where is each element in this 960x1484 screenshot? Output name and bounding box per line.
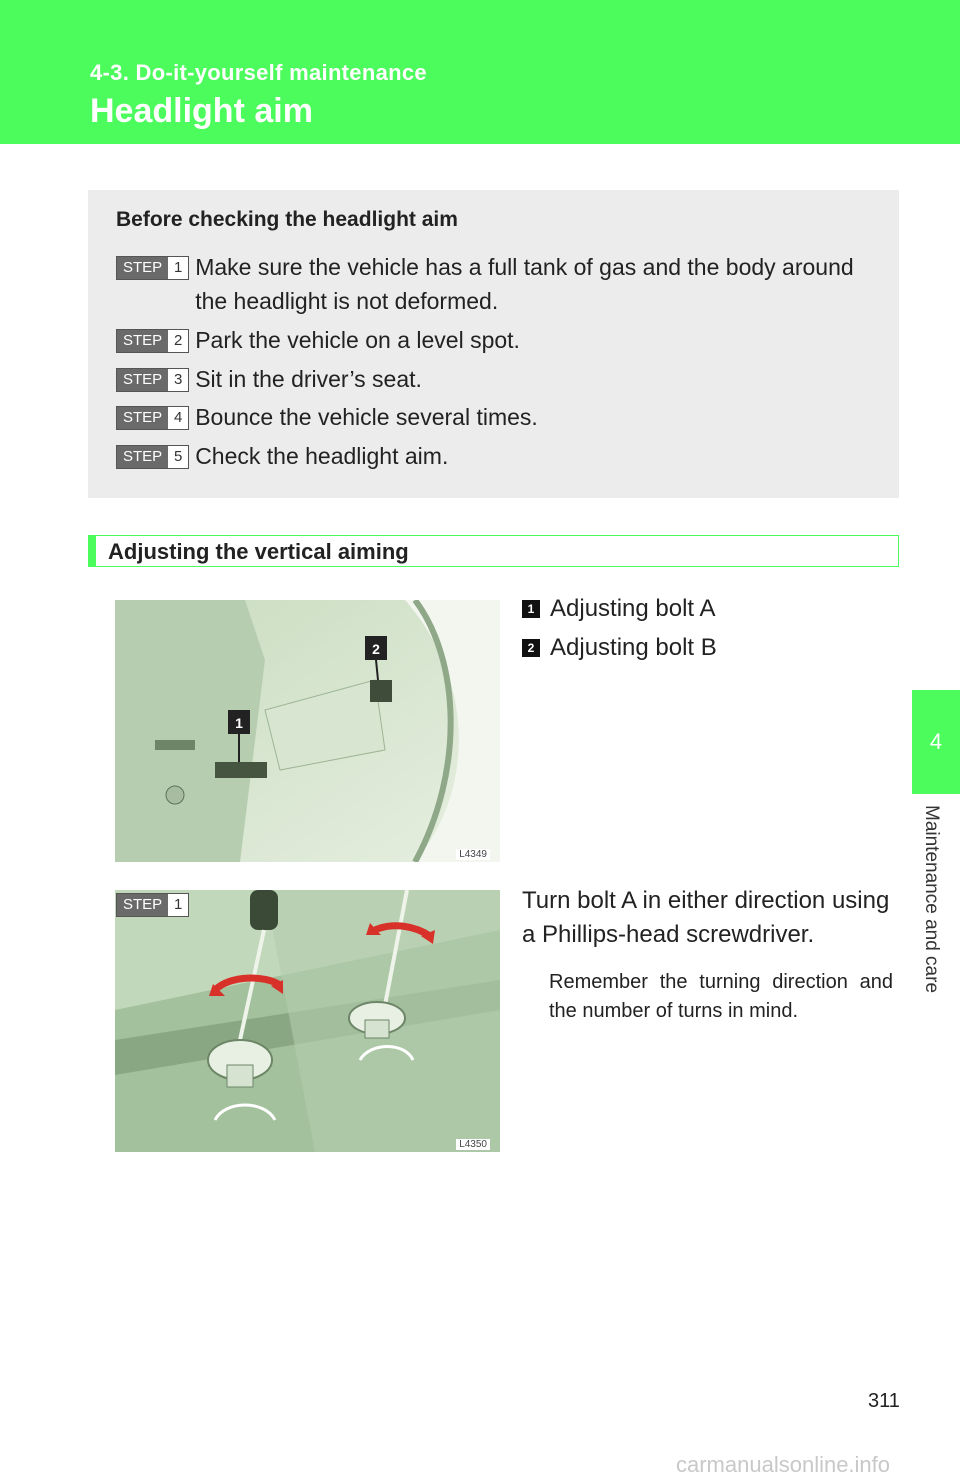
page-number: 311 [868,1390,900,1412]
step-text: Sit in the driver’s seat. [195,366,422,392]
step-text: Park the vehicle on a level spot. [195,327,520,353]
screwdriver-illustration [115,890,500,1152]
step-badge: STEP 1 [116,893,189,917]
callout-label: Adjusting bolt A [550,595,716,622]
section-heading: Adjusting the vertical aiming [88,535,899,567]
headlight-illustration [115,600,500,862]
callout-number: 1 [522,600,540,618]
callout-legend-item [522,595,715,623]
step-badge: STEP 4 [116,406,189,430]
figure-code: L4349 [456,849,490,860]
instruction-text: Turn bolt A in either direction using a Phillips-head screwdriver. [522,887,890,948]
step-text: Check the headlight aim. [195,443,449,469]
adjust-step [116,887,195,917]
step-badge: STEP 1 [116,256,189,280]
prep-step [116,250,889,318]
step-text: Make sure the vehicle has a full tank of gas and the body around the headlight is not deformed. [195,254,854,314]
page-title: Headlight aim [90,92,313,130]
prep-step [116,439,889,473]
step-badge: STEP 5 [116,445,189,469]
callout-number: 2 [522,639,540,657]
prep-step [116,400,889,434]
svg-text:2: 2 [372,641,380,657]
chapter-tab[interactable] [912,690,960,794]
chapter-number: 4 [929,729,943,754]
headlight-photo [115,600,500,862]
section-label: 4-3. Do-it-yourself maintenance [90,60,427,85]
prep-step [116,323,889,357]
callout-legend-item [522,634,717,662]
step-badge: STEP 3 [116,368,189,392]
watermark: carmanualsonline.info [676,1452,891,1477]
screwdriver-photo [115,890,500,1152]
header-bar [0,0,960,144]
step-text: Bounce the vehicle several times. [195,404,538,430]
svg-text:1: 1 [235,715,243,731]
step-badge: STEP 2 [116,329,189,353]
callout-label: Adjusting bolt B [550,634,717,661]
note-text: Remember the turning direction and the number of turns in mind. [549,971,893,1022]
chapter-label: Maintenance and care [921,805,942,994]
figure-code: L4350 [456,1139,490,1150]
prep-step [116,362,889,396]
preparation-heading: Before checking the headlight aim [116,208,458,231]
